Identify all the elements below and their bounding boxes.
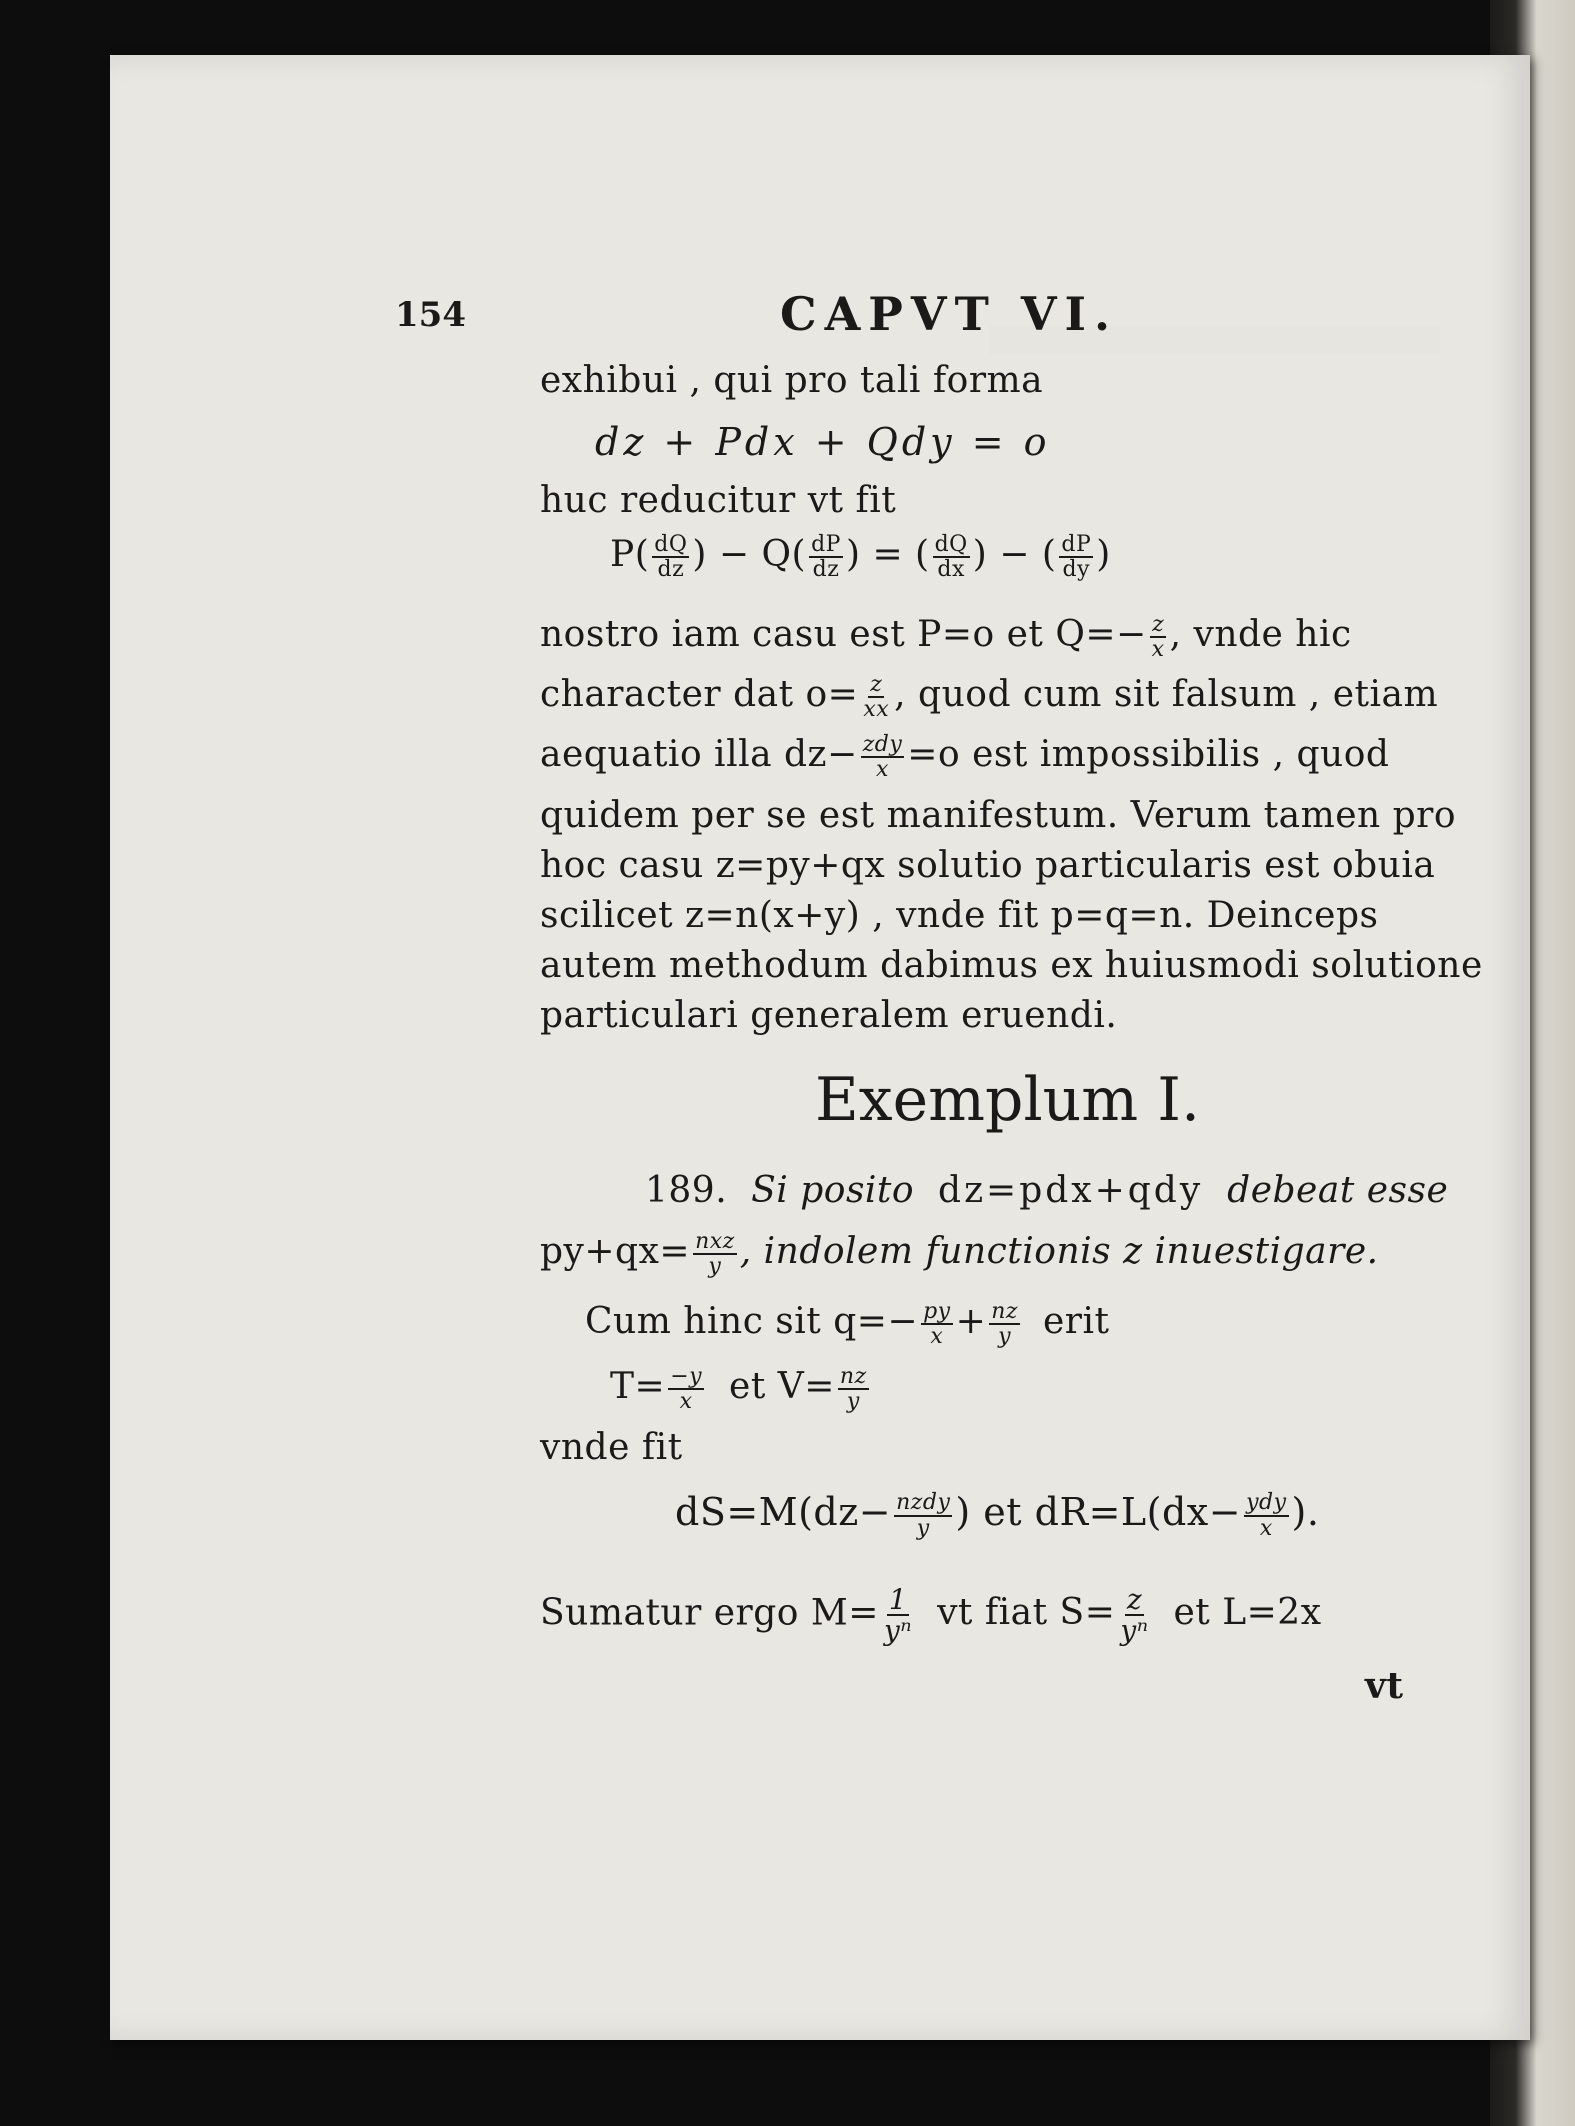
numerator: 1 (888, 1583, 908, 1616)
text-line: hoc casu z=py+qx solutio particularis est obuia (540, 845, 1436, 886)
paragraph-number: 189. (645, 1170, 728, 1211)
equation-part: P( (610, 534, 650, 576)
denominator: y (708, 1254, 722, 1280)
text-line (585, 1300, 1109, 1348)
text-span: Cum hinc sit q=− (585, 1301, 919, 1343)
denominator: x (1259, 1515, 1273, 1541)
denominator: x (876, 757, 889, 783)
numerator: dQ (654, 532, 688, 557)
text-span: debeat esse (1227, 1170, 1449, 1211)
text-span: , indolem functionis z inuestigare. (739, 1231, 1379, 1273)
numerator: dP (811, 532, 841, 557)
text-line (540, 673, 1438, 721)
denominator: dy (1062, 557, 1091, 583)
denominator: xx (863, 697, 890, 723)
equation-part: et V= (729, 1366, 835, 1408)
denominator: dx (937, 557, 965, 583)
text-span: , vnde hic (1169, 614, 1352, 656)
equation-part: py+qx= (540, 1231, 691, 1273)
book-page (110, 55, 1530, 2040)
equation-part: ) − ( (972, 534, 1057, 576)
denominator: y (998, 1324, 1012, 1350)
fraction (838, 1365, 869, 1413)
text-span: Sumatur ergo M= (540, 1592, 879, 1634)
denominator: x (930, 1324, 944, 1350)
equation-part: ). (1291, 1490, 1320, 1534)
fraction (1059, 533, 1093, 581)
numerator: zdy (862, 732, 903, 757)
numerator: −y (670, 1364, 703, 1389)
text-span: nostro iam casu est P=o et Q=− (540, 614, 1147, 656)
equation: dz + Pdx + Qdy = o (595, 420, 1051, 464)
equation (675, 1490, 1319, 1540)
denominator: dz (812, 557, 840, 583)
equation-part: ) − Q( (692, 534, 807, 576)
text-line (540, 1230, 1379, 1278)
equation-part: dS=M(dz− (675, 1490, 892, 1534)
denominator: x (679, 1389, 693, 1415)
text-line: huc reducitur vt fit (540, 480, 897, 521)
numerator: ydy (1246, 1490, 1287, 1516)
numerator: py (923, 1299, 951, 1324)
denominator: yⁿ (883, 1614, 913, 1648)
numerator: dP (1061, 532, 1092, 557)
numerator: z (870, 672, 883, 697)
numerator: nz (991, 1299, 1019, 1324)
text-span: + (955, 1301, 987, 1343)
text-line (540, 1585, 1322, 1646)
fraction (652, 533, 689, 581)
section-heading: Exemplum I. (815, 1065, 1201, 1135)
page-number: 154 (395, 295, 466, 335)
denominator: y (846, 1389, 860, 1415)
text-line (540, 613, 1352, 661)
equation (610, 533, 1111, 581)
fraction (989, 1300, 1020, 1348)
equation-part: dz=pdx+qdy (938, 1170, 1204, 1211)
text-line: exhibui , qui pro tali forma (540, 360, 1044, 401)
fraction (693, 1230, 737, 1278)
numerator: dQ (934, 532, 968, 557)
denominator: x (1151, 637, 1165, 663)
equation-part: ) = ( (845, 534, 930, 576)
text-line: quidem per se est manifestum. Verum tamen pro (540, 795, 1457, 836)
denominator: y (916, 1515, 930, 1541)
equation-part: T= (610, 1366, 666, 1408)
fraction (668, 1365, 704, 1413)
equation-part: ) et dR=L(dx− (955, 1490, 1242, 1534)
fraction (1150, 613, 1167, 661)
text-line: autem methodum dabimus ex huiusmodi solutione (540, 945, 1483, 986)
fraction (1244, 1491, 1288, 1539)
catchword: vt (1365, 1665, 1404, 1707)
chapter-title: CAPVT VI. (780, 287, 1119, 341)
text-line: particulari generalem eruendi. (540, 995, 1118, 1036)
numerator: nxz (695, 1229, 735, 1254)
numerator: nzdy (896, 1490, 951, 1516)
text-span: , quod cum sit falsum , etiam (894, 674, 1439, 716)
fraction (861, 673, 891, 721)
fraction (1118, 1585, 1150, 1646)
text-line (645, 1170, 1448, 1211)
text-line (610, 1365, 872, 1413)
denominator: dz (657, 557, 685, 583)
numerator: z (1152, 612, 1165, 637)
fraction (882, 1585, 914, 1646)
text-span: et L=2x (1173, 1592, 1322, 1634)
text-span: aequatio illa dz− (540, 734, 858, 776)
fraction (809, 533, 843, 581)
text-span: =o est impossibilis , quod (907, 734, 1390, 776)
text-line (540, 733, 1389, 781)
numerator: nz (839, 1364, 867, 1389)
text-span: erit (1042, 1301, 1110, 1343)
fraction (921, 1300, 953, 1348)
denominator: yⁿ (1120, 1614, 1149, 1648)
numerator: z (1126, 1583, 1143, 1616)
text-span: vt fiat S= (937, 1592, 1116, 1634)
fraction (933, 533, 970, 581)
fraction (894, 1491, 952, 1539)
fraction (861, 733, 905, 781)
text-span: Si posito (751, 1170, 915, 1211)
text-span: character dat o= (540, 674, 859, 716)
text-line: scilicet z=n(x+y) , vnde fit p=q=n. Deinceps (540, 895, 1379, 936)
text-line: vnde fit (540, 1427, 683, 1468)
equation-part: ) (1096, 534, 1111, 576)
